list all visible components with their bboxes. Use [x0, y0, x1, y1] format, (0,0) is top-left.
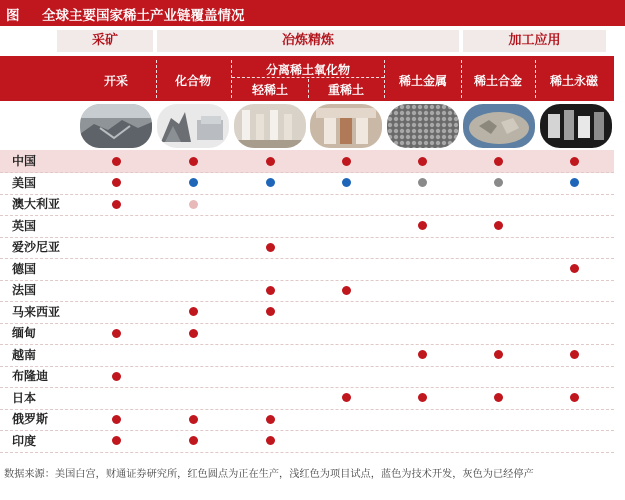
red-status-dot	[418, 350, 427, 359]
table-row	[0, 387, 614, 410]
group-header-smelting: 冶炼精炼	[157, 30, 459, 52]
table-row	[0, 236, 614, 259]
red-status-dot	[342, 286, 351, 295]
red-status-dot	[570, 157, 579, 166]
rare-earth-metal-pellets-photo	[387, 104, 459, 148]
column-header-separated-oxide: 分离稀土氧化物	[265, 63, 350, 77]
country-name: 俄罗斯	[12, 412, 49, 426]
blue-status-dot	[342, 178, 351, 187]
blue-status-dot	[266, 178, 275, 187]
red-status-dot	[266, 436, 275, 445]
country-name: 澳大利亚	[12, 197, 61, 211]
table-row	[0, 301, 614, 324]
table-row	[0, 322, 614, 345]
country-name: 美国	[12, 175, 37, 190]
country-name: 法国	[12, 283, 37, 297]
group-header-processing: 加工应用	[463, 30, 606, 52]
red-status-dot	[112, 157, 121, 166]
column-header-rare-earth-alloy: 稀土合金	[473, 74, 522, 88]
red-status-dot	[189, 307, 198, 316]
oxide-subheader-divider	[232, 77, 384, 78]
table-row	[0, 408, 614, 431]
figure-title: 全球主要国家稀土产业链覆盖情况	[42, 8, 245, 24]
header-divider	[231, 60, 232, 98]
country-name: 布隆迪	[12, 369, 49, 383]
country-name: 爱沙尼亚	[12, 240, 61, 254]
column-header-compound: 化合物	[174, 74, 211, 88]
country-name: 缅甸	[12, 326, 37, 340]
table-row	[0, 193, 614, 216]
gray-status-dot	[418, 178, 427, 187]
table-row	[0, 279, 614, 302]
red-status-dot	[494, 157, 503, 166]
red-status-dot	[570, 393, 579, 402]
pink-status-dot	[189, 200, 198, 209]
rare-earth-alloy-chunks-photo	[463, 104, 535, 148]
red-status-dot	[189, 157, 198, 166]
gray-status-dot	[494, 178, 503, 187]
red-status-dot	[342, 157, 351, 166]
red-status-dot	[266, 415, 275, 424]
header-divider	[461, 60, 462, 98]
column-header-rare-earth-metal: 稀土金属	[398, 74, 447, 88]
group-header-mining: 采矿	[57, 30, 153, 52]
red-status-dot	[570, 350, 579, 359]
blue-status-dot	[189, 178, 198, 187]
table-row	[0, 365, 614, 388]
table-row	[0, 215, 614, 238]
heavy-rare-earth-lab-photo	[310, 104, 382, 148]
column-header-light-rare-earth: 轻稀土	[251, 83, 288, 97]
header-divider	[535, 60, 536, 98]
footnote: 数据来源：美国白宫，财通证券研究所，红色圆点为正在生产，浅红色为项目试点，蓝色为技术开发，灰色为已经停产	[4, 469, 534, 480]
red-status-dot	[189, 415, 198, 424]
red-status-dot	[418, 157, 427, 166]
header-divider	[308, 79, 309, 98]
column-header-heavy-rare-earth: 重稀土	[327, 83, 364, 97]
red-status-dot	[112, 436, 121, 445]
column-header-permanent-magnet: 稀土永磁	[549, 74, 598, 88]
table-row	[0, 430, 614, 453]
group-divider	[155, 30, 157, 52]
red-status-dot	[112, 178, 121, 187]
country-name: 日本	[12, 390, 37, 405]
red-status-dot	[266, 157, 275, 166]
table-row	[0, 344, 614, 367]
red-status-dot	[570, 264, 579, 273]
country-name: 英国	[12, 218, 37, 233]
country-name: 越南	[12, 347, 37, 362]
group-divider	[461, 30, 463, 52]
figure-title-bar	[0, 0, 625, 26]
country-name: 印度	[12, 433, 37, 448]
red-status-dot	[266, 286, 275, 295]
header-divider	[156, 60, 157, 98]
red-status-dot	[266, 307, 275, 316]
red-status-dot	[494, 393, 503, 402]
header-divider	[384, 60, 385, 98]
country-name: 德国	[12, 261, 37, 276]
red-status-dot	[494, 221, 503, 230]
table-row	[0, 172, 614, 195]
table-row	[0, 150, 614, 173]
compound-powder-photo	[157, 104, 229, 148]
table-row	[0, 258, 614, 281]
red-status-dot	[112, 372, 121, 381]
red-status-dot	[112, 200, 121, 209]
red-status-dot	[189, 329, 198, 338]
country-name: 中国	[12, 154, 37, 168]
red-status-dot	[418, 393, 427, 402]
mining-site-photo	[80, 104, 152, 148]
red-status-dot	[342, 393, 351, 402]
red-status-dot	[189, 436, 198, 445]
red-status-dot	[266, 243, 275, 252]
permanent-magnet-photo	[540, 104, 612, 148]
figure-label: 图	[6, 8, 20, 24]
column-header-mining: 开采	[103, 74, 128, 88]
country-name: 马来西亚	[12, 304, 61, 319]
red-status-dot	[418, 221, 427, 230]
red-status-dot	[112, 415, 121, 424]
light-rare-earth-lab-photo	[234, 104, 306, 148]
blue-status-dot	[570, 178, 579, 187]
red-status-dot	[494, 350, 503, 359]
red-status-dot	[112, 329, 121, 338]
